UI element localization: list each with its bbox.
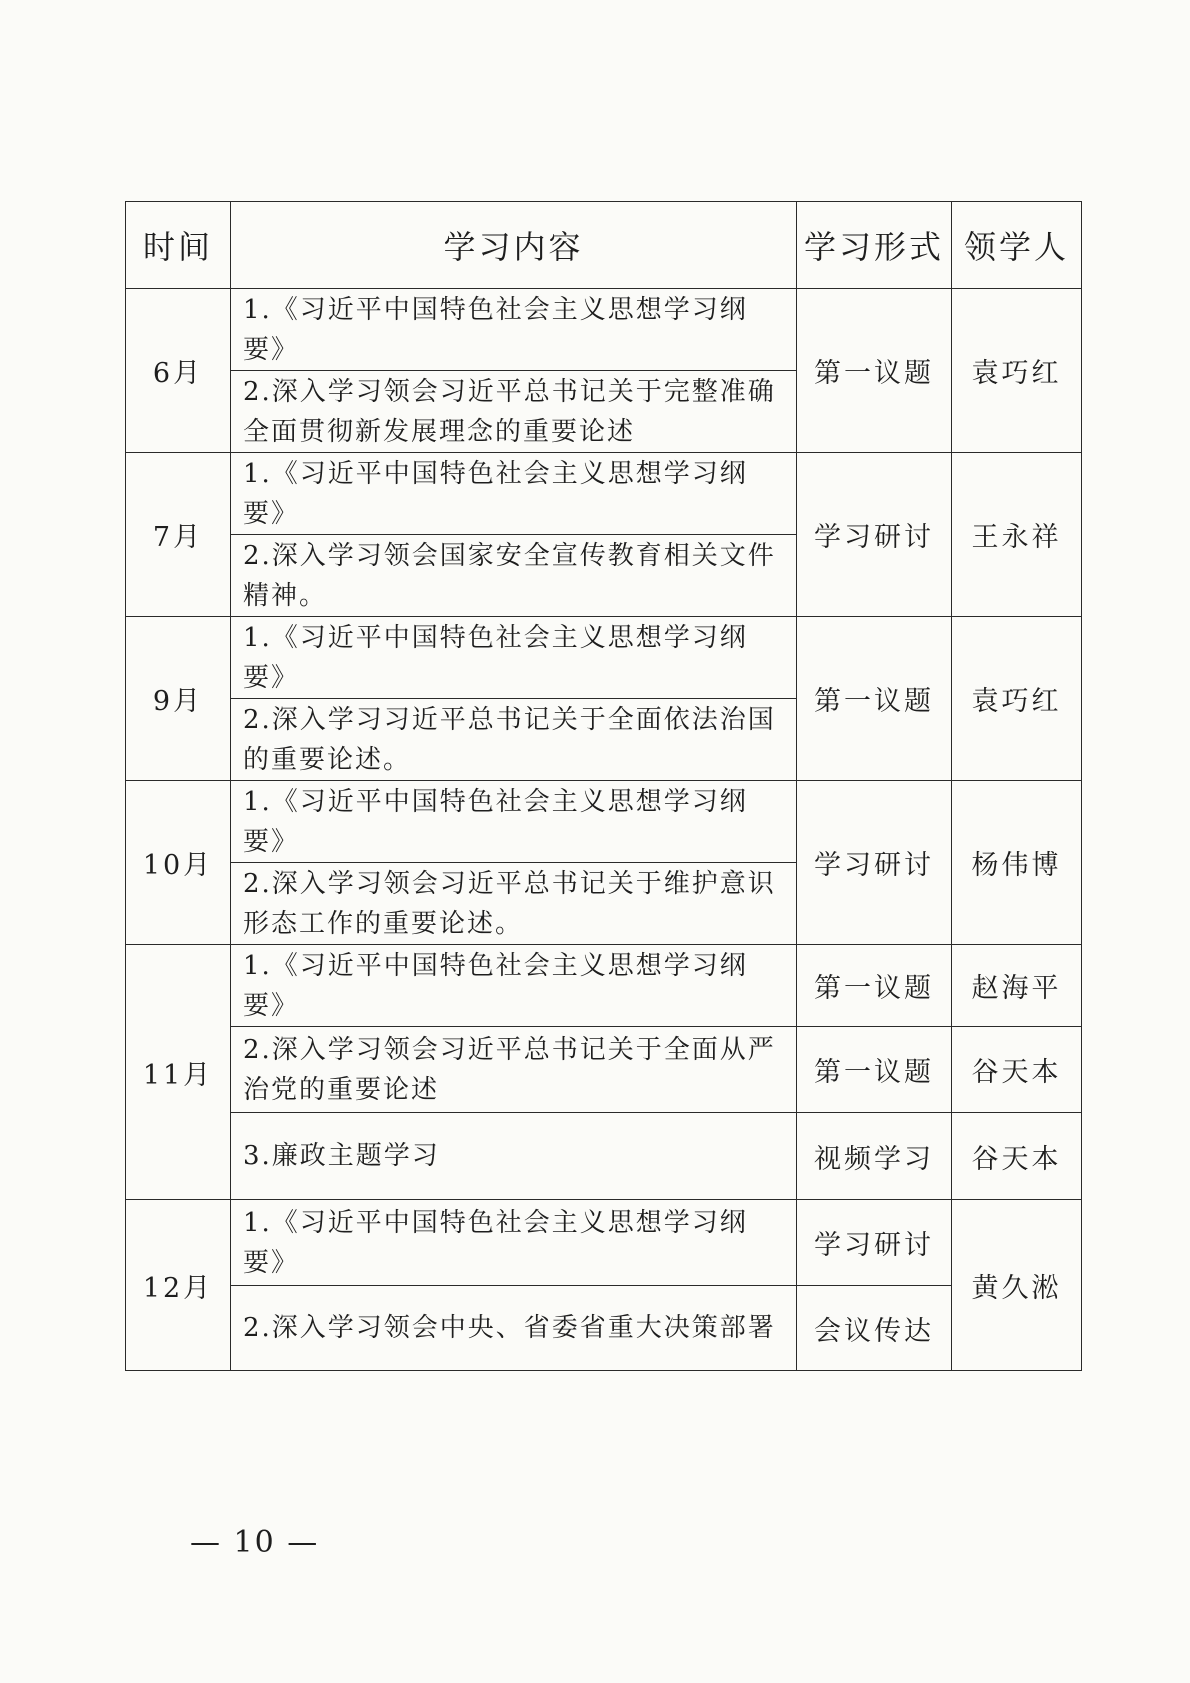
leader-cell: 杨伟博: [952, 781, 1082, 945]
content-cell: 2.深入学习领会习近平总书记关于维护意识形态工作的重要论述。: [231, 863, 797, 945]
month-cell: 7月: [126, 453, 231, 617]
content-cell: 1.《习近平中国特色社会主义思想学习纲要》: [231, 289, 797, 371]
leader-cell: 赵海平: [952, 945, 1082, 1027]
page-number: — 10 —: [190, 1525, 320, 1560]
content-cell: 2.深入学习领会习近平总书记关于全面从严治党的重要论述: [231, 1027, 797, 1113]
content-cell: 2.深入学习领会习近平总书记关于完整准确全面贯彻新发展理念的重要论述: [231, 371, 797, 453]
content-cell: 1.《习近平中国特色社会主义思想学习纲要》: [231, 453, 797, 535]
table-header-row: [126, 202, 1082, 289]
content-cell: 3.廉政主题学习: [231, 1113, 797, 1200]
content-cell: 1.《习近平中国特色社会主义思想学习纲要》: [231, 945, 797, 1027]
table-row: [126, 781, 1082, 863]
table-row: [126, 945, 1082, 1027]
content-cell: 2.深入学习领会中央、省委省重大决策部署: [231, 1286, 797, 1371]
content-cell: 1.《习近平中国特色社会主义思想学习纲要》: [231, 617, 797, 699]
content-cell: 1.《习近平中国特色社会主义思想学习纲要》: [231, 1200, 797, 1286]
month-cell: 9月: [126, 617, 231, 781]
form-cell: 学习研讨: [797, 1200, 952, 1286]
table-row: [126, 1113, 1082, 1200]
form-cell: 第一议题: [797, 945, 952, 1027]
form-cell: 第一议题: [797, 1027, 952, 1113]
header-time: 时间: [126, 202, 231, 289]
table-row: [126, 289, 1082, 371]
form-cell: 学习研讨: [797, 781, 952, 945]
header-content: 学习内容: [231, 202, 797, 289]
header-form: 学习形式: [797, 202, 952, 289]
month-cell: 11月: [126, 945, 231, 1200]
form-cell: 会议传达: [797, 1286, 952, 1371]
month-cell: 10月: [126, 781, 231, 945]
leader-cell: 谷天本: [952, 1113, 1082, 1200]
form-cell: 第一议题: [797, 617, 952, 781]
leader-cell: 黄久淞: [952, 1200, 1082, 1371]
content-cell: 2.深入学习习近平总书记关于全面依法治国的重要论述。: [231, 699, 797, 781]
leader-cell: 谷天本: [952, 1027, 1082, 1113]
study-plan-table: [125, 201, 1082, 1371]
header-leader: 领学人: [952, 202, 1082, 289]
month-cell: 6月: [126, 289, 231, 453]
table-row: [126, 1286, 1082, 1371]
form-cell: 第一议题: [797, 289, 952, 453]
content-cell: 1.《习近平中国特色社会主义思想学习纲要》: [231, 781, 797, 863]
table-row: [126, 1027, 1082, 1113]
content-cell: 2.深入学习领会国家安全宣传教育相关文件精神。: [231, 535, 797, 617]
form-cell: 视频学习: [797, 1113, 952, 1200]
month-cell: 12月: [126, 1200, 231, 1371]
leader-cell: 袁巧红: [952, 289, 1082, 453]
leader-cell: 袁巧红: [952, 617, 1082, 781]
leader-cell: 王永祥: [952, 453, 1082, 617]
form-cell: 学习研讨: [797, 453, 952, 617]
table-row: [126, 617, 1082, 699]
table-row: [126, 453, 1082, 535]
table-row: [126, 1200, 1082, 1286]
